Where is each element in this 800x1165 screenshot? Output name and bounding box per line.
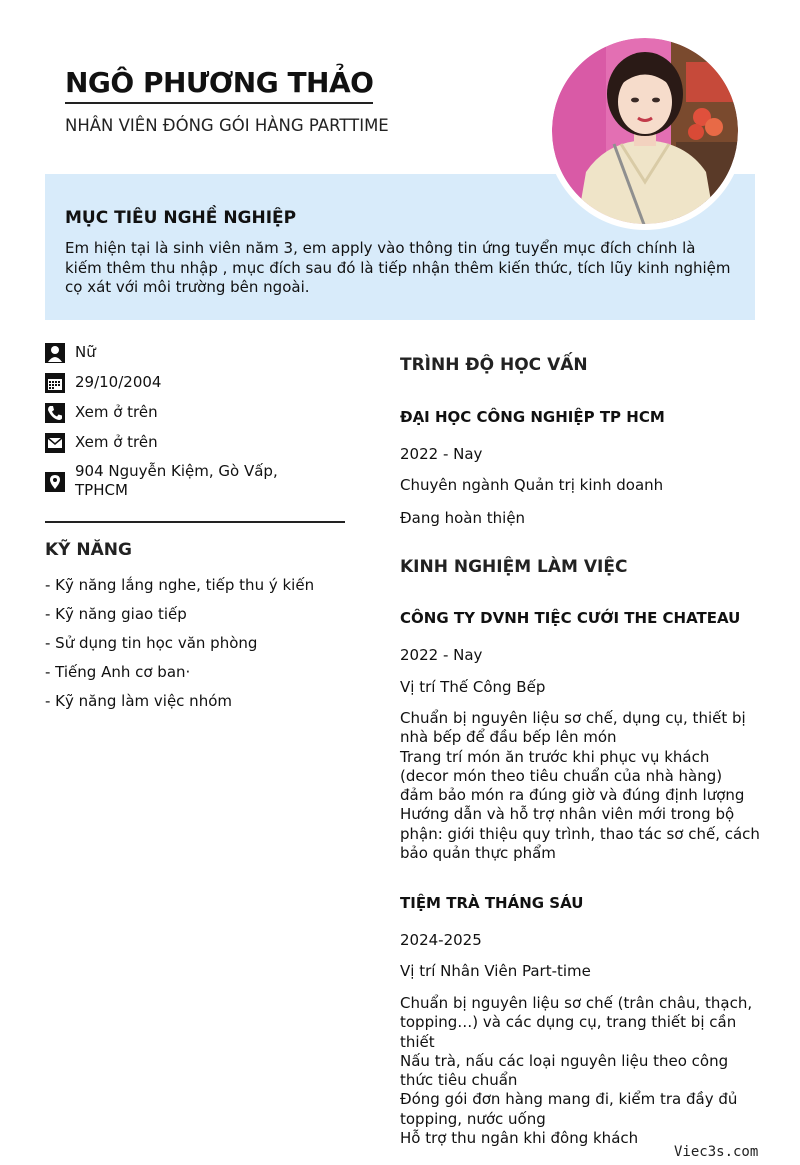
skill-item: - Kỹ năng giao tiếp [45, 605, 187, 623]
skill-item: - Sử dụng tin học văn phòng [45, 634, 258, 652]
job-period: 2022 - Nay [400, 646, 483, 664]
job-company: CÔNG TY DVNH TIỆC CƯỚI THE CHATEAU [400, 609, 741, 627]
calendar-icon [45, 373, 65, 393]
skill-item: - Kỹ năng làm việc nhóm [45, 692, 232, 710]
job-position: Vị trí Thế Công Bếp [400, 678, 546, 696]
gender-value: Nữ [75, 343, 96, 361]
job-position: Vị trí Nhân Viên Part-time [400, 962, 591, 980]
job-description [400, 709, 760, 863]
job-description-line: Chuẩn bị nguyên liệu sơ chế (trân châu, thạch, topping…) và các dụng cụ, trang thiết bị cần thiết Nấu trà, nấu các loại nguyên liệu theo công thức tiêu chuẩn Đóng gói đơn hàng mang đi, kiểm tra đầy đủ topping, nước uống Hỗ trợ thu ngân khi đông khách [400, 994, 753, 1148]
email-value: Xem ở trên [75, 433, 158, 451]
phone-value: Xem ở trên [75, 403, 158, 421]
experience-heading: KINH NGHIỆM LÀM VIỆC [400, 557, 628, 577]
avatar-photo [546, 32, 744, 230]
phone-icon [45, 403, 65, 423]
objective-heading: MỤC TIÊU NGHỀ NGHIỆP [65, 208, 297, 228]
job-period: 2024-2025 [400, 931, 482, 949]
objective-text: Em hiện tại là sinh viên năm 3, em apply vào thông tin ứng tuyển mục đích chính là kiếm thêm thu nhập , mục đích sau đó là tiếp nhận thêm kiến thức, tích lũy kinh nghiệm cọ xát với môi trường bên ngoài. [65, 239, 731, 296]
address-value: 904 Nguyễn Kiệm, Gò Vấp, TPHCM [75, 462, 278, 499]
watermark: Viec3s.com [674, 1144, 759, 1160]
job-description [400, 994, 760, 1148]
education-heading: TRÌNH ĐỘ HỌC VẤN [400, 355, 588, 375]
education-major: Chuyên ngành Quản trị kinh doanh [400, 476, 664, 494]
skill-item: - Tiếng Anh cơ ban· [45, 663, 191, 681]
avatar [546, 32, 744, 230]
location-pin-icon [45, 472, 65, 492]
person-icon [45, 343, 65, 363]
section-divider [45, 521, 345, 523]
education-period: 2022 - Nay [400, 445, 483, 463]
dob-value: 29/10/2004 [75, 373, 162, 391]
candidate-name: NGÔ PHƯƠNG THẢO [65, 66, 373, 104]
skills-heading: KỸ NĂNG [45, 540, 132, 560]
job-title: NHÂN VIÊN ĐÓNG GÓI HÀNG PARTTIME [65, 116, 389, 135]
job-description-line: Chuẩn bị nguyên liệu sơ chế, dụng cụ, thiết bị nhà bếp để đầu bếp lên món Trang trí món ăn trước khi phục vụ khách (decor món theo tiêu chuẩn của nhà hàng) đảm bảo món ra đúng giờ và đúng định lượng Hướng dẫn và hỗ trợ nhân viên mới trong bộ phận: giới thiệu quy trình, thao tác sơ chế, cách bảo quản thực phẩm [400, 709, 760, 863]
email-icon [45, 433, 65, 453]
school-name: ĐẠI HỌC CÔNG NGHIỆP TP HCM [400, 408, 665, 426]
education-status: Đang hoàn thiện [400, 509, 526, 527]
job-company: TIỆM TRÀ THÁNG SÁU [400, 894, 584, 912]
skill-item: - Kỹ năng lắng nghe, tiếp thu ý kiến [45, 576, 315, 594]
